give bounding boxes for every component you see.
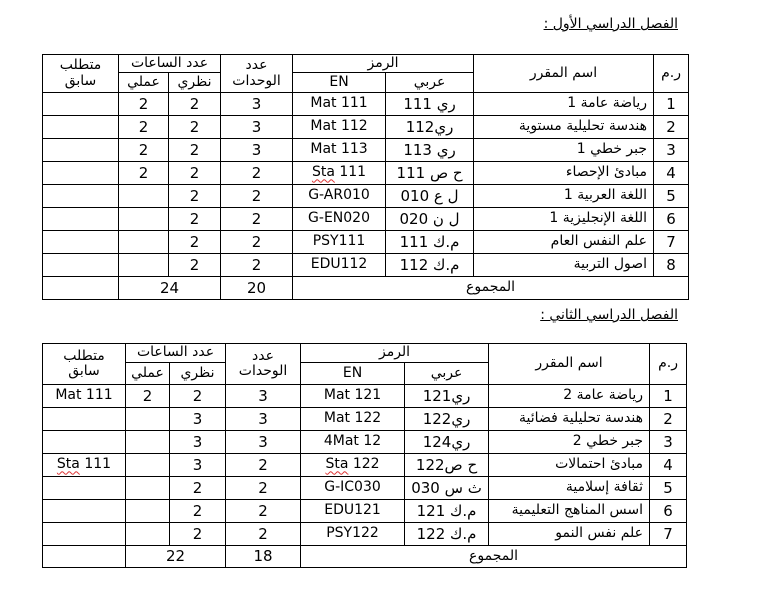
theory-hours: 2 <box>169 93 221 116</box>
theory-hours: 2 <box>169 208 221 231</box>
practical-hours <box>126 408 170 431</box>
code-en: Mat 111 <box>293 93 386 116</box>
theory-hours: 3 <box>170 408 226 431</box>
header-code-en: EN <box>301 363 405 385</box>
row-number: 5 <box>654 185 689 208</box>
course-name: جبر خطي 2 <box>489 431 650 454</box>
theory-hours: 3 <box>170 454 226 477</box>
spellcheck-mark: Sta <box>325 456 349 473</box>
prerequisite <box>43 116 119 139</box>
code-ar: م.ك 111 <box>386 231 474 254</box>
header-prereq <box>43 344 126 385</box>
row-number: 7 <box>650 523 687 546</box>
row-number: 2 <box>654 116 689 139</box>
row-number: 3 <box>654 139 689 162</box>
code-en: 4Mat 12 <box>301 431 405 454</box>
code-ar: ح ص122 <box>405 454 489 477</box>
total-label: المجموع <box>301 546 687 568</box>
code-ar: ري124 <box>405 431 489 454</box>
header-code-ar: عربي <box>386 73 474 93</box>
table-row <box>43 162 689 185</box>
header-code: الرمز <box>301 344 489 363</box>
theory-hours: 2 <box>169 185 221 208</box>
prerequisite <box>43 208 119 231</box>
course-name: مبادئ الإحصاء <box>474 162 654 185</box>
units: 2 <box>221 208 293 231</box>
prerequisite <box>43 162 119 185</box>
prerequisite <box>43 231 119 254</box>
row-number: 1 <box>650 385 687 408</box>
practical-hours <box>119 208 169 231</box>
header-practical: عملي <box>126 363 170 385</box>
row-number: 6 <box>650 500 687 523</box>
code-en: Mat 113 <box>293 139 386 162</box>
practical-hours: 2 <box>119 139 169 162</box>
theory-hours: 2 <box>170 477 226 500</box>
units: 2 <box>226 477 301 500</box>
code-en: Sta 111 <box>293 162 386 185</box>
practical-hours: 2 <box>119 93 169 116</box>
header-course-name: اسم المقرر <box>474 55 654 93</box>
row-number: 1 <box>654 93 689 116</box>
code-en: Mat 122 <box>301 408 405 431</box>
header-code-ar: عربي <box>405 363 489 385</box>
units: 2 <box>226 523 301 546</box>
code-en: EDU112 <box>293 254 386 277</box>
practical-hours <box>119 185 169 208</box>
row-number: 2 <box>650 408 687 431</box>
course-name: اصول التربية <box>474 254 654 277</box>
units: 2 <box>226 500 301 523</box>
total-hours: 24 <box>119 277 221 300</box>
table-row <box>43 93 689 116</box>
table-row <box>43 116 689 139</box>
prerequisite <box>43 500 126 523</box>
theory-hours: 2 <box>169 231 221 254</box>
table-row <box>43 231 689 254</box>
header-units-line2: الوحدات <box>238 363 288 379</box>
code-ar: م.ك 121 <box>405 500 489 523</box>
units: 2 <box>221 162 293 185</box>
total-units: 20 <box>221 277 293 300</box>
header-hours: عدد الساعات <box>119 55 221 73</box>
header-prereq-line1: متطلب <box>59 57 102 74</box>
units: 3 <box>226 431 301 454</box>
practical-hours <box>126 523 170 546</box>
prerequisite <box>43 523 126 546</box>
units: 3 <box>226 408 301 431</box>
units: 2 <box>221 254 293 277</box>
code-ar: ري122 <box>405 408 489 431</box>
table-row <box>43 208 689 231</box>
table-row <box>43 431 687 454</box>
units: 2 <box>221 185 293 208</box>
course-name: اسس المناهج التعليمية <box>489 500 650 523</box>
total-units: 18 <box>226 546 301 568</box>
course-name: هندسة تحليلية مستوية <box>474 116 654 139</box>
header-units <box>226 344 301 385</box>
row-number: 4 <box>650 454 687 477</box>
row-number: 5 <box>650 477 687 500</box>
theory-hours: 2 <box>170 523 226 546</box>
units: 2 <box>221 231 293 254</box>
code-ar: ري 111 <box>386 93 474 116</box>
code-ar: ل ن 020 <box>386 208 474 231</box>
header-units-line2: الوحدات <box>232 72 281 89</box>
code-en: G-EN020 <box>293 208 386 231</box>
code-ar: ح ص 111 <box>386 162 474 185</box>
theory-hours: 2 <box>169 162 221 185</box>
prerequisite <box>43 254 119 277</box>
course-name: اللغة الإنجليزية 1 <box>474 208 654 231</box>
course-name: رياضة عامة 1 <box>474 93 654 116</box>
practical-hours <box>126 454 170 477</box>
table-row <box>43 254 689 277</box>
table-row <box>43 185 689 208</box>
theory-hours: 2 <box>170 385 226 408</box>
course-name: جبر خطي 1 <box>474 139 654 162</box>
header-theory: نظري <box>169 73 221 93</box>
units: 3 <box>221 139 293 162</box>
course-name: هندسة تحليلية فضائية <box>489 408 650 431</box>
code-en: PSY122 <box>301 523 405 546</box>
practical-hours <box>119 231 169 254</box>
header-prereq-line1: متطلب <box>63 347 105 364</box>
course-name: رياضة عامة 2 <box>489 385 650 408</box>
semester-1-title: الفصل الدراسي الأول : <box>543 16 678 32</box>
table-row <box>43 477 687 500</box>
table-row <box>43 139 689 162</box>
spellcheck-mark: Sta <box>56 456 80 473</box>
semester-1-table <box>42 54 689 300</box>
practical-hours <box>126 431 170 454</box>
code-en: Mat 121 <box>301 385 405 408</box>
code-ar: ري 113 <box>386 139 474 162</box>
code-ar: م.ك 122 <box>405 523 489 546</box>
code-en: G-AR010 <box>293 185 386 208</box>
course-name: اللغة العربية 1 <box>474 185 654 208</box>
row-number: 3 <box>650 431 687 454</box>
practical-hours: 2 <box>119 162 169 185</box>
practical-hours <box>126 477 170 500</box>
header-prereq <box>43 55 119 93</box>
header-practical: عملي <box>119 73 169 93</box>
practical-hours <box>119 254 169 277</box>
theory-hours: 2 <box>169 254 221 277</box>
code-ar: م.ك 112 <box>386 254 474 277</box>
theory-hours: 2 <box>169 116 221 139</box>
code-en: Mat 112 <box>293 116 386 139</box>
code-en: EDU121 <box>301 500 405 523</box>
code-ar: ث س 030 <box>405 477 489 500</box>
row-number: 8 <box>654 254 689 277</box>
semester-2-table <box>42 343 687 568</box>
header-course-name: اسم المقرر <box>489 344 650 385</box>
course-name: ثقافة إسلامية <box>489 477 650 500</box>
table-row <box>43 408 687 431</box>
row-number: 6 <box>654 208 689 231</box>
header-code: الرمز <box>293 55 474 73</box>
prerequisite <box>43 93 119 116</box>
theory-hours: 2 <box>170 500 226 523</box>
course-name: علم نفس النمو <box>489 523 650 546</box>
header-units <box>221 55 293 93</box>
header-units-line1: عدد <box>245 57 268 74</box>
code-ar: ري121 <box>405 385 489 408</box>
course-name: علم النفس العام <box>474 231 654 254</box>
semester-2-title: الفصل الدراسي الثاني : <box>540 307 678 323</box>
units: 2 <box>226 454 301 477</box>
code-en: PSY111 <box>293 231 386 254</box>
row-number: 4 <box>654 162 689 185</box>
total-label: المجموع <box>293 277 689 300</box>
table-row <box>43 523 687 546</box>
prerequisite <box>43 477 126 500</box>
practical-hours <box>126 500 170 523</box>
header-prereq-line2: سابق <box>64 72 97 89</box>
total-hours: 22 <box>126 546 226 568</box>
spellcheck-mark: Sta <box>311 164 335 181</box>
code-ar: ري112 <box>386 116 474 139</box>
prerequisite: Sta 111 <box>43 454 126 477</box>
code-en: G-IC030 <box>301 477 405 500</box>
header-theory: نظري <box>170 363 226 385</box>
prerequisite <box>43 431 126 454</box>
table-row <box>43 500 687 523</box>
prerequisite <box>43 408 126 431</box>
code-en: Sta 122 <box>301 454 405 477</box>
total-prereq-empty <box>43 277 119 300</box>
prerequisite <box>43 185 119 208</box>
theory-hours: 3 <box>170 431 226 454</box>
practical-hours: 2 <box>126 385 170 408</box>
course-name: مبادئ احتمالات <box>489 454 650 477</box>
header-code-en: EN <box>293 73 386 93</box>
total-prereq-empty <box>43 546 126 568</box>
practical-hours: 2 <box>119 116 169 139</box>
units: 3 <box>221 116 293 139</box>
header-units-line1: عدد <box>252 347 274 364</box>
theory-hours: 2 <box>169 139 221 162</box>
prerequisite: Mat 111 <box>43 385 126 408</box>
header-prereq-line2: سابق <box>68 363 100 379</box>
header-rm: ر.م <box>650 344 687 385</box>
row-number: 7 <box>654 231 689 254</box>
table-row <box>43 454 687 477</box>
header-hours: عدد الساعات <box>126 344 226 363</box>
code-ar: ل ع 010 <box>386 185 474 208</box>
header-rm: ر.م <box>654 55 689 93</box>
units: 3 <box>226 385 301 408</box>
units: 3 <box>221 93 293 116</box>
table-row <box>43 385 687 408</box>
prerequisite <box>43 139 119 162</box>
